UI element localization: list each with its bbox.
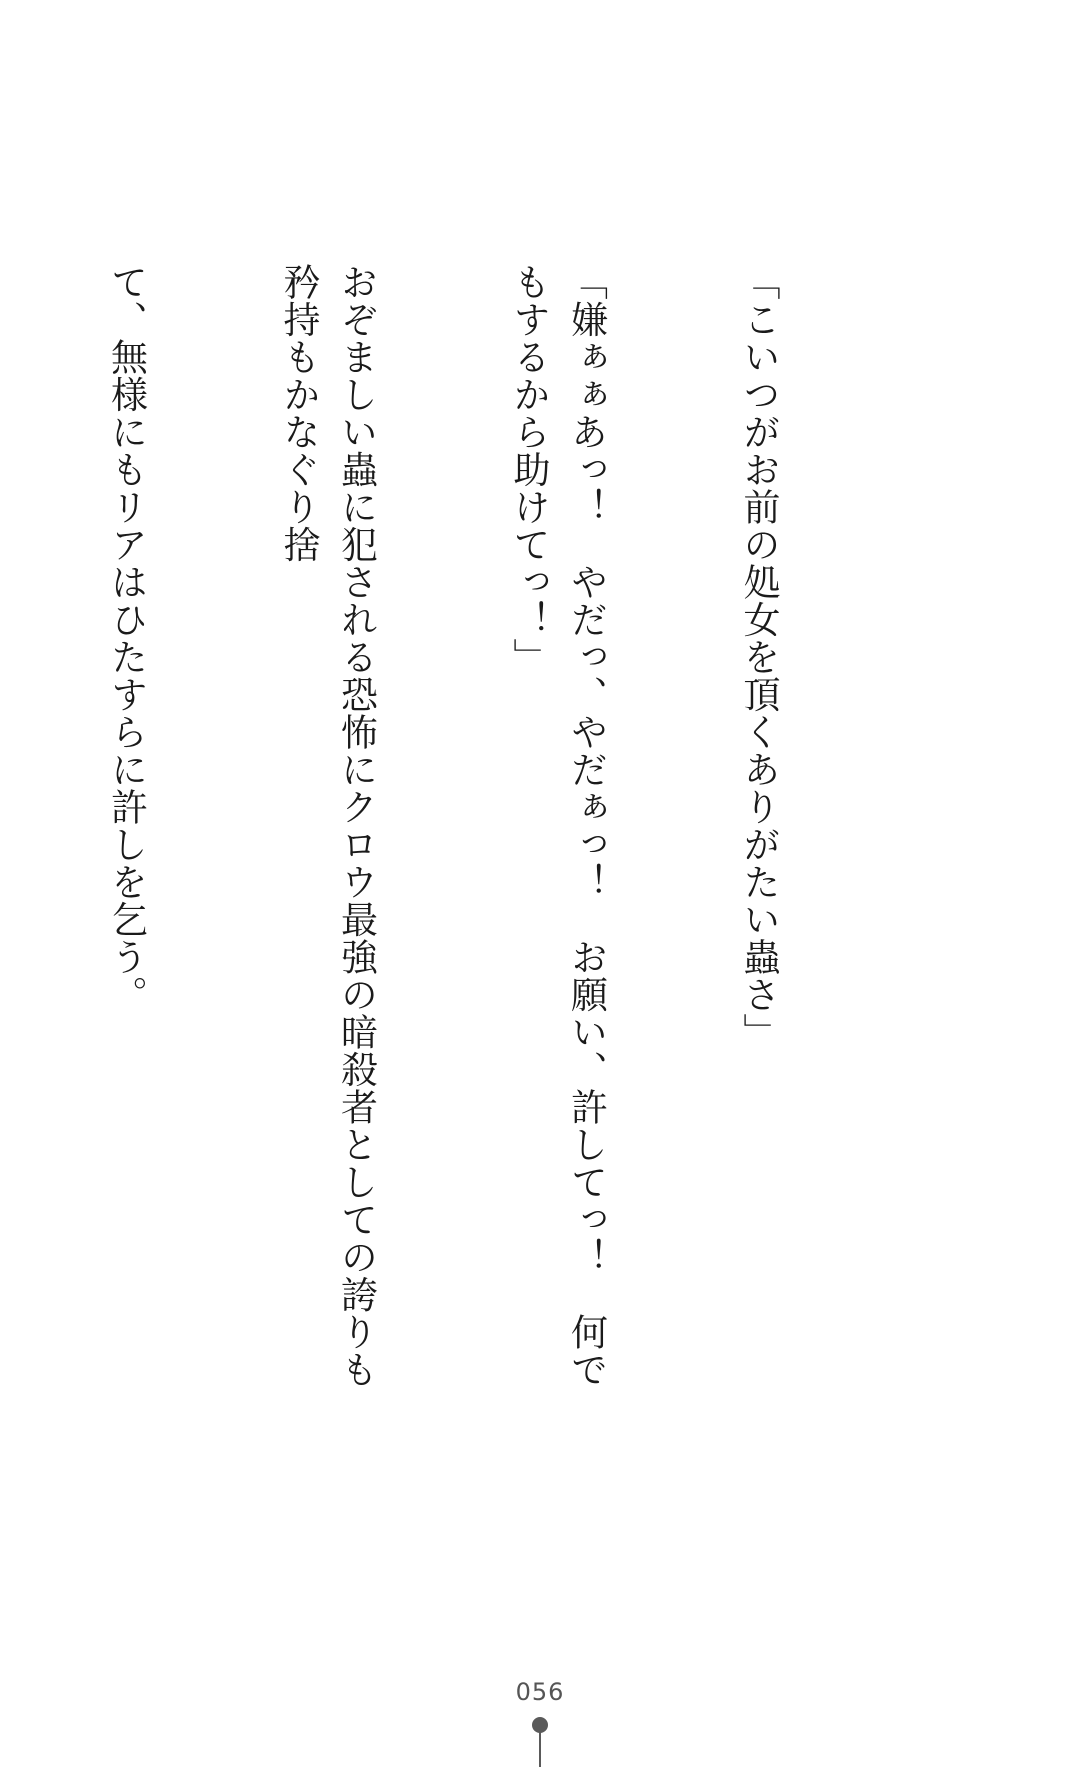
text-line: おぞましい蟲に犯される恐怖にクロウ最強の暗殺者としての誇りも矜持もかなぐり捨 [277, 263, 378, 1388]
body-text [0, 263, 902, 1423]
text-line: て、無様にもリアはひたすらに許しを乞う。 [104, 263, 148, 1013]
page-marker-line [539, 1730, 541, 1767]
text-line: 「こいつがお前の処女を頂くありがたい蟲さ」 [737, 263, 780, 1051]
page-number: 056 [515, 1678, 565, 1706]
text-line: 「嫌ぁぁあっ！ やだっ、やだぁっ！ お願い、許してっ！ 何でもするから助けてっ！」 [507, 263, 608, 1388]
